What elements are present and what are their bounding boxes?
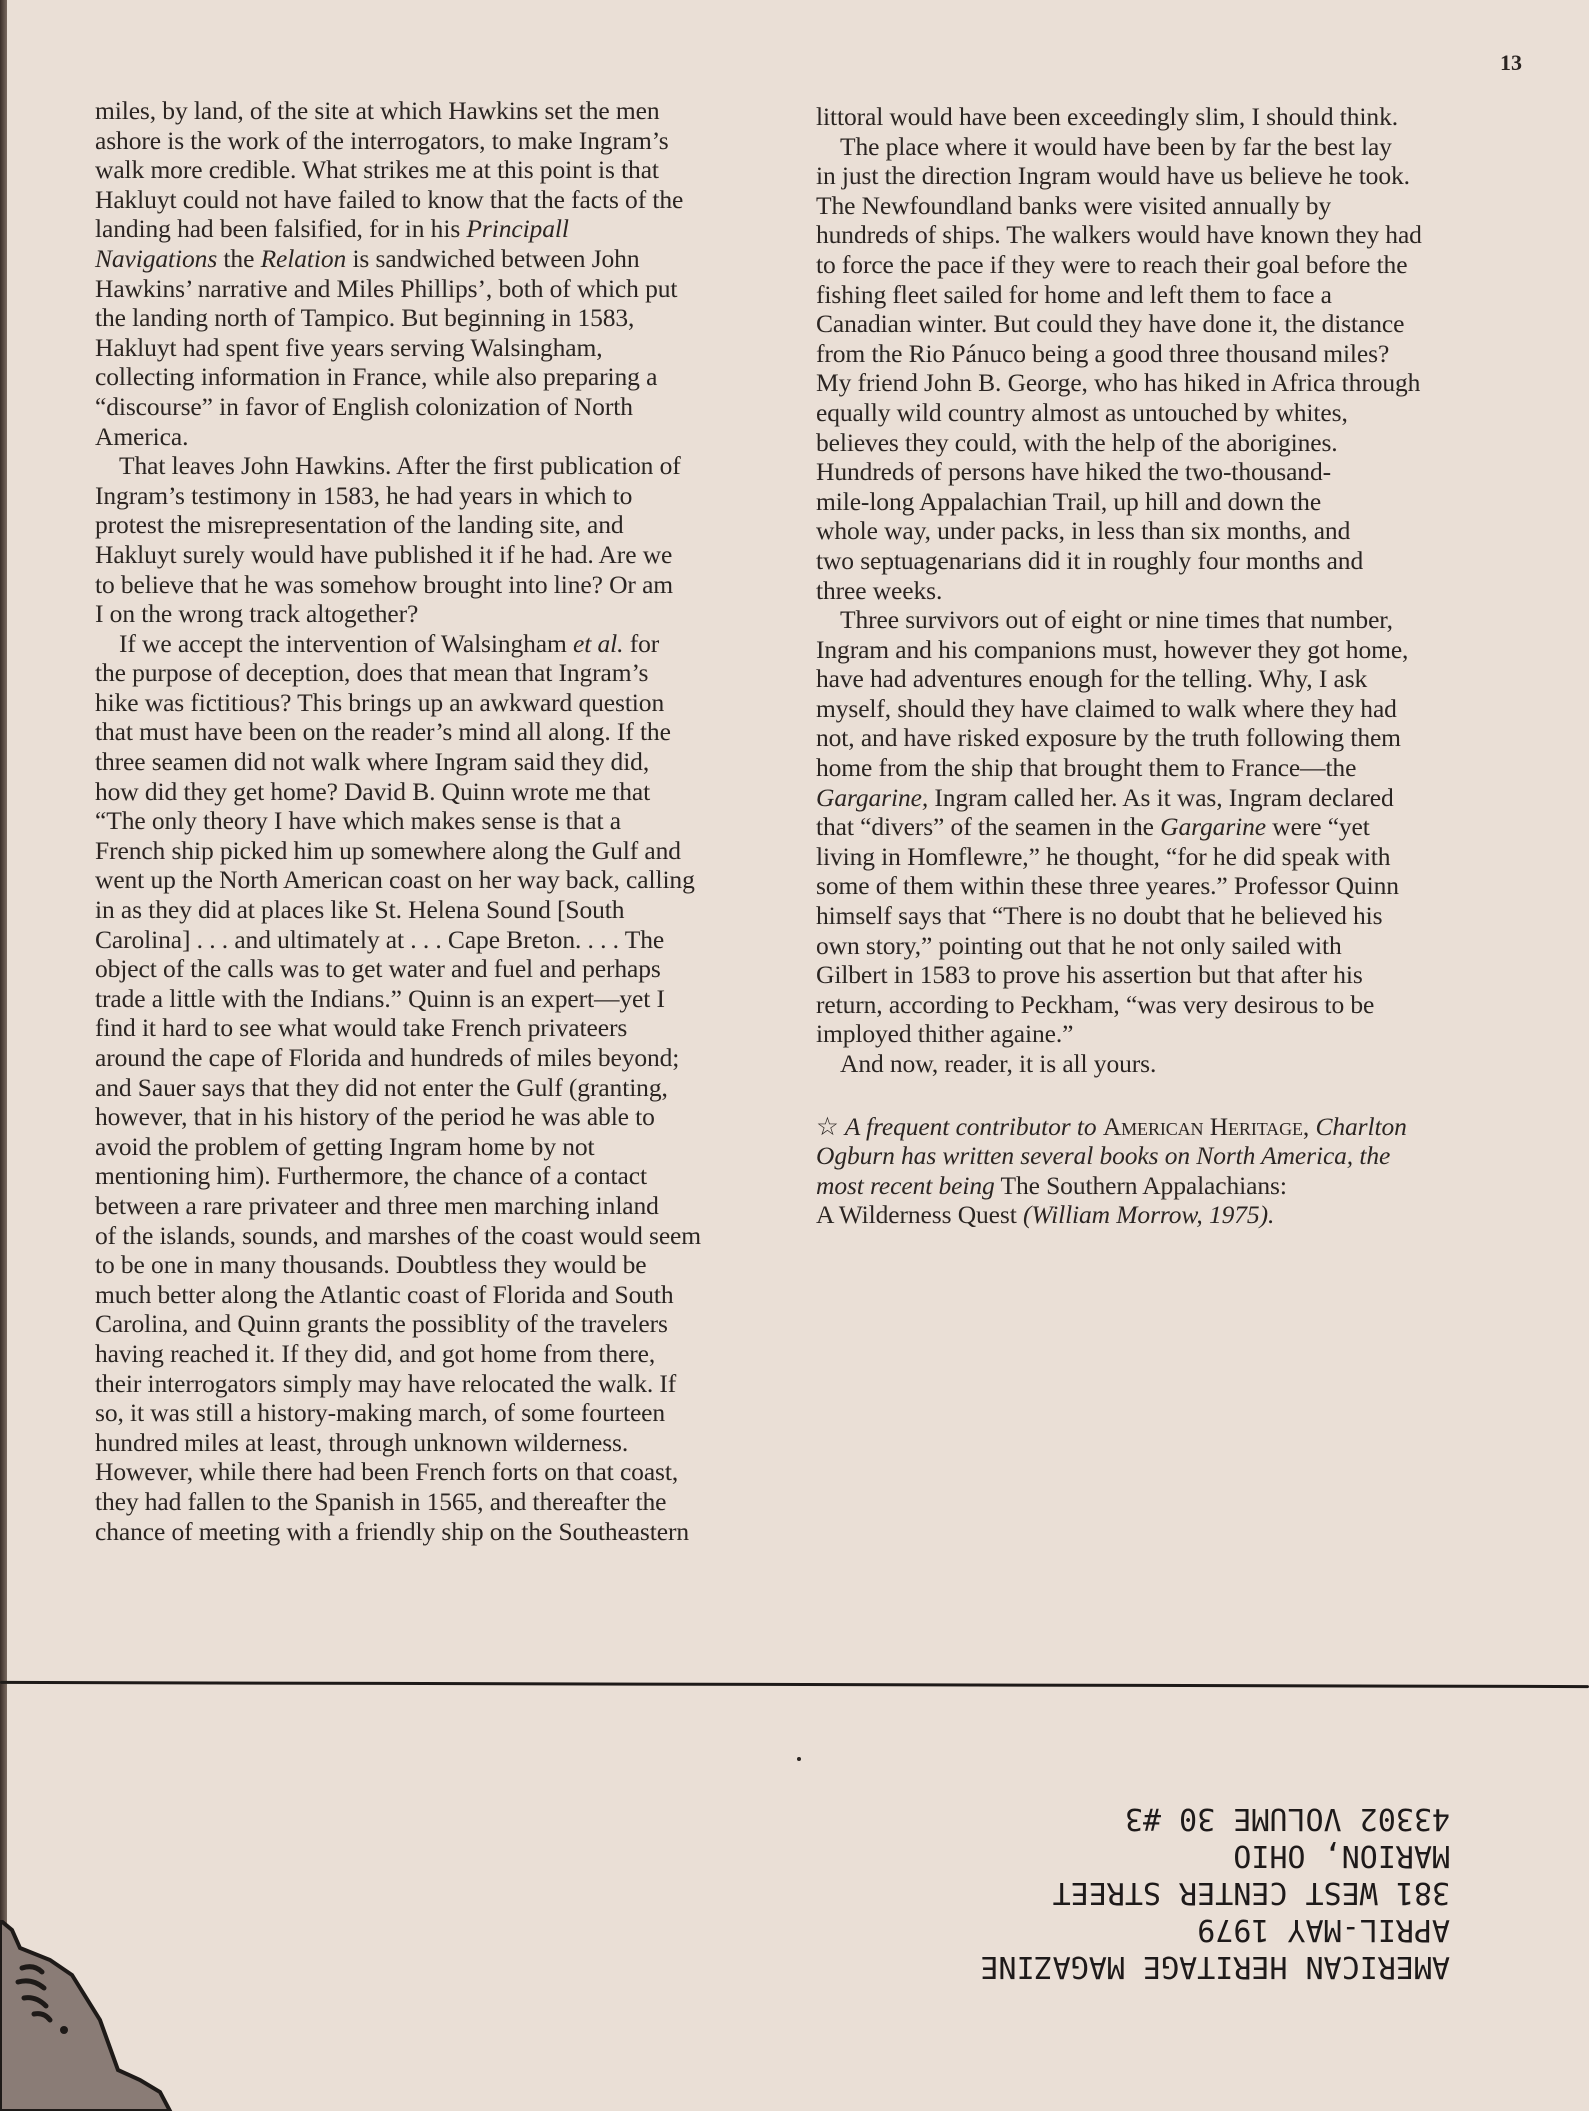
- text-line: [816, 990, 1526, 1020]
- text-segment: collecting information in France, while also preparing a: [95, 362, 658, 392]
- text-segment: miles, by land, of the site at which Hawkins set the men: [95, 96, 660, 125]
- text-segment: walk more credible. What strikes me at this point is that: [95, 155, 659, 185]
- mailing-label-line: 43302 VOLUME 30 #3: [1124, 1801, 1450, 1836]
- text-line: [95, 1280, 795, 1310]
- text-segment: avoid the problem of getting Ingram home by not: [95, 1131, 595, 1161]
- text-segment: mile-long Appalachian Trail, up hill and down the: [816, 486, 1322, 516]
- italic-text: et al.: [573, 628, 624, 658]
- text-segment: mentioning him). Furthermore, the chance of a contact: [95, 1161, 647, 1191]
- text-line: [95, 244, 795, 274]
- text-line: [95, 1398, 795, 1428]
- text-line: [816, 1141, 1526, 1171]
- text-line: [816, 635, 1526, 665]
- text-line: [816, 250, 1526, 280]
- text-segment: between a rare privateer and three men marching inland: [95, 1190, 659, 1220]
- text-segment: were “yet: [1266, 812, 1370, 842]
- text-segment: much better along the Atlantic coast of Florida and South: [95, 1279, 674, 1309]
- text-segment: The Southern Appalachians:: [994, 1170, 1287, 1200]
- text-line: [95, 155, 795, 185]
- text-segment: Ingram and his companions must, however they got home,: [816, 634, 1409, 664]
- text-segment: hike was fictitious? This brings up an awkward question: [95, 687, 665, 717]
- italic-text: A frequent contributor to: [844, 1111, 1097, 1141]
- text-line: [816, 960, 1526, 990]
- text-line: [816, 576, 1526, 606]
- text-segment: home from the ship that brought them to France—the: [816, 753, 1357, 783]
- text-segment: from the Rio Pánuco being a good three thousand miles?: [816, 338, 1390, 368]
- text-line: [95, 540, 795, 570]
- text-line: [816, 220, 1526, 250]
- paragraph: [95, 629, 795, 1546]
- text-segment: I on the wrong track altogether?: [95, 599, 419, 629]
- text-line: [816, 871, 1526, 901]
- text-segment: whole way, under packs, in less than six months, and: [816, 516, 1351, 546]
- text-segment: A Wilderness Quest: [816, 1200, 1023, 1230]
- page-number: 13: [1500, 50, 1522, 75]
- mailing-label-line: AMERICAN HERITAGE MAGAZINE: [980, 1949, 1450, 1984]
- text-line: [95, 599, 795, 629]
- small-caps-text: American Heritage: [1102, 1111, 1303, 1141]
- text-line: [95, 214, 795, 244]
- italic-text: Navigations: [95, 243, 218, 273]
- italic-text: Charlton: [1315, 1111, 1407, 1141]
- text-segment: America.: [95, 421, 189, 451]
- text-line: [816, 191, 1526, 221]
- text-line: [816, 1171, 1526, 1201]
- text-segment: And now, reader, it is all yours.: [840, 1049, 1157, 1078]
- text-segment: My friend John B. George, who has hiked in Africa through: [816, 368, 1421, 398]
- text-line: [95, 1250, 795, 1280]
- text-line: [816, 161, 1526, 191]
- text-segment: That leaves John Hawkins. After the first publication of: [119, 451, 681, 481]
- paragraph: [816, 102, 1526, 132]
- text-segment: Carolina, and Quinn grants the possiblity of the travelers: [95, 1309, 668, 1339]
- italic-text: Principall: [466, 214, 569, 244]
- text-line: [95, 836, 795, 866]
- page-binding-edge: [0, 0, 7, 2111]
- text-line: [816, 931, 1526, 961]
- text-line: [95, 96, 795, 126]
- text-segment: living in Homflewre,” he thought, “for he did speak with: [816, 841, 1391, 871]
- mailing-label-line: 381 WEST CENTER STREET: [1052, 1875, 1450, 1910]
- text-segment: hundred miles at least, through unknown wilderness.: [95, 1427, 629, 1457]
- text-line: [816, 783, 1526, 813]
- text-segment: having reached it. If they did, and got home from there,: [95, 1338, 656, 1368]
- text-segment: Ingram’s testimony in 1583, he had years in which to: [95, 480, 633, 510]
- text-line: [816, 428, 1526, 458]
- text-line: [95, 422, 795, 452]
- text-segment: how did they get home? David B. Quinn wrote me that: [95, 776, 651, 806]
- text-segment: Ingram called her. As it was, Ingram declared: [928, 782, 1394, 812]
- text-line: [95, 925, 795, 955]
- text-segment: to force the pace if they were to reach their goal before the: [816, 249, 1408, 279]
- horizontal-divider: [0, 1681, 1589, 1688]
- text-line: [95, 392, 795, 422]
- text-line: [95, 806, 795, 836]
- mailing-label-line: APRIL-MAY 1979: [1197, 1912, 1450, 1947]
- text-line: [95, 1487, 795, 1517]
- text-line: [816, 812, 1526, 842]
- text-segment: the landing north of Tampico. But beginning in 1583,: [95, 303, 635, 333]
- text-segment: around the cape of Florida and hundreds of miles beyond;: [95, 1043, 680, 1072]
- text-segment: French ship picked him up somewhere along the Gulf and: [95, 835, 681, 865]
- text-segment: chance of meeting with a friendly ship on the Southeastern: [95, 1516, 689, 1546]
- paragraph: [95, 451, 795, 629]
- text-line: [816, 309, 1526, 339]
- text-line: [816, 368, 1526, 398]
- text-segment: object of the calls was to get water and fuel and perhaps: [95, 954, 661, 984]
- text-line: [816, 280, 1526, 310]
- text-line: [95, 777, 795, 807]
- paragraph: [816, 605, 1526, 1049]
- text-line: [816, 339, 1526, 369]
- text-segment: is sandwiched between John: [346, 243, 640, 273]
- text-segment: Hawkins’ narrative and Miles Phillips’, both of which put: [95, 273, 678, 303]
- illustration-fragment: [0, 1920, 180, 2111]
- text-line: [816, 457, 1526, 487]
- text-segment: that “divers” of the seamen in the: [816, 812, 1161, 842]
- mailing-label: [955, 1795, 1450, 1985]
- text-line: [816, 132, 1526, 162]
- text-segment: Hakluyt surely would have published it if he had. Are we: [95, 539, 673, 569]
- text-segment: fishing fleet sailed for home and left them to face a: [816, 279, 1332, 309]
- text-line: [816, 516, 1526, 546]
- text-segment: Canadian winter. But could they have done it, the distance: [816, 309, 1405, 339]
- text-line: [95, 1517, 795, 1547]
- text-segment: hundreds of ships. The walkers would have known they had: [816, 220, 1422, 250]
- text-line: [95, 570, 795, 600]
- text-segment: Carolina] . . . and ultimately at . . . Cape Breton. . . . The: [95, 924, 665, 954]
- text-segment: to believe that he was somehow brought into line? Or am: [95, 569, 674, 599]
- text-line: [816, 753, 1526, 783]
- text-line: [816, 1049, 1526, 1079]
- text-line: [816, 842, 1526, 872]
- text-line: [95, 658, 795, 688]
- text-segment: of the islands, sounds, and marshes of the coast would seem: [95, 1220, 701, 1250]
- text-segment: some of them within these three yeares.” Professor Quinn: [816, 871, 1399, 901]
- text-line: [95, 717, 795, 747]
- text-segment: trade a little with the Indians.” Quinn is an expert—yet I: [95, 983, 665, 1013]
- text-line: [95, 629, 795, 659]
- text-line: [816, 487, 1526, 517]
- paragraph: [95, 96, 795, 451]
- text-line: [816, 546, 1526, 576]
- text-segment: to be one in many thousands. Doubtless they would be: [95, 1250, 647, 1280]
- text-segment: two septuagenarians did it in roughly four months and: [816, 545, 1364, 575]
- italic-text: Ogburn has written several books on North America, the: [816, 1141, 1391, 1171]
- text-line: [95, 126, 795, 156]
- text-line: [95, 688, 795, 718]
- text-line: [95, 185, 795, 215]
- paragraph: [816, 132, 1526, 606]
- text-line: [95, 481, 795, 511]
- text-segment: own story,” pointing out that he not only sailed with: [816, 930, 1342, 960]
- text-segment: their interrogators simply may have relocated the walk. If: [95, 1368, 677, 1398]
- mailing-label-line: MARION, OHIO: [1233, 1838, 1450, 1873]
- text-segment: find it hard to see what would take French privateers: [95, 1013, 628, 1043]
- text-line: [95, 1309, 795, 1339]
- text-line: [816, 1019, 1526, 1049]
- text-segment: “The only theory I have which makes sense is that a: [95, 806, 621, 836]
- text-line: [95, 1102, 795, 1132]
- text-segment: If we accept the intervention of Walsingham: [119, 628, 574, 658]
- text-segment: “discourse” in favor of English colonization of North: [95, 391, 633, 421]
- text-line: [816, 398, 1526, 428]
- text-line: [95, 1339, 795, 1369]
- text-segment: ashore is the work of the interrogators, to make Ingram’s: [95, 125, 669, 155]
- text-segment: ,: [1302, 1111, 1316, 1141]
- text-segment: Hakluyt had spent five years serving Walsingham,: [95, 332, 603, 362]
- italic-text: Gargarine,: [816, 782, 929, 812]
- text-segment: imployed thither againe.”: [816, 1019, 1074, 1049]
- text-segment: three weeks.: [816, 575, 943, 605]
- text-segment: believes they could, with the help of the aborigines.: [816, 427, 1338, 457]
- text-segment: have had adventures enough for the telling. Why, I ask: [816, 664, 1368, 694]
- text-segment: landing had been falsified, for in his: [95, 214, 467, 244]
- text-segment: not, and have risked exposure by the truth following them: [816, 723, 1401, 753]
- text-line: [95, 1161, 795, 1191]
- text-segment: that must have been on the reader’s mind all along. If the: [95, 717, 671, 747]
- author-note: [816, 1112, 1526, 1230]
- text-segment: in just the direction Ingram would have us believe he took.: [816, 161, 1410, 191]
- text-line: [95, 1221, 795, 1251]
- text-line: [95, 1013, 795, 1043]
- text-line: [95, 1073, 795, 1103]
- right-column: [816, 102, 1526, 1230]
- text-segment: went up the North American coast on her way back, calling: [95, 865, 695, 895]
- text-line: [95, 510, 795, 540]
- text-line: [95, 1428, 795, 1458]
- text-line: [816, 664, 1526, 694]
- text-line: [95, 747, 795, 777]
- text-line: [95, 954, 795, 984]
- text-line: [816, 605, 1526, 635]
- text-line: [95, 303, 795, 333]
- text-segment: in as they did at places like St. Helena Sound [South: [95, 895, 625, 925]
- text-segment: The Newfoundland banks were visited annually by: [816, 190, 1332, 220]
- italic-text: Relation: [260, 243, 347, 273]
- text-line: [95, 1132, 795, 1162]
- text-segment: Gilbert in 1583 to prove his assertion but that after his: [816, 960, 1363, 990]
- text-line: [95, 333, 795, 363]
- star-outline-icon: ☆: [816, 1111, 839, 1141]
- paragraph: [816, 1049, 1526, 1079]
- text-line: [816, 1112, 1526, 1142]
- text-segment: Hundreds of persons have hiked the two-thousand-: [816, 457, 1331, 487]
- text-line: [816, 102, 1526, 132]
- text-segment: and Sauer says that they did not enter the Gulf (granting,: [95, 1072, 668, 1102]
- text-segment: himself says that “There is no doubt that he believed his: [816, 901, 1383, 931]
- text-segment: Hakluyt could not have failed to know that the facts of the: [95, 184, 684, 214]
- text-line: [95, 1369, 795, 1399]
- text-segment: however, that in his history of the period he was able to: [95, 1102, 655, 1132]
- text-segment: for: [623, 628, 660, 658]
- text-line: [816, 1200, 1526, 1230]
- text-line: [95, 984, 795, 1014]
- text-segment: they had fallen to the Spanish in 1565, and thereafter the: [95, 1486, 667, 1516]
- text-line: [95, 274, 795, 304]
- print-speck: [797, 1757, 801, 1761]
- italic-text: (William Morrow, 1975).: [1022, 1200, 1275, 1230]
- text-line: [95, 895, 795, 925]
- text-segment: so, it was still a history-making march, of some fourteen: [95, 1398, 666, 1428]
- italic-text: Gargarine: [1160, 812, 1266, 842]
- text-segment: return, according to Peckham, “was very desirous to be: [816, 989, 1375, 1019]
- text-line: [95, 1457, 795, 1487]
- text-line: [95, 1043, 795, 1073]
- left-column: [95, 96, 795, 1546]
- text-segment: protest the misrepresentation of the landing site, and: [95, 510, 624, 540]
- text-segment: littoral would have been exceedingly slim, I should think.: [816, 102, 1398, 131]
- text-segment: Three survivors out of eight or nine times that number,: [840, 605, 1393, 635]
- text-segment: myself, should they have claimed to walk where they had: [816, 693, 1397, 723]
- text-segment: equally wild country almost as untouched by whites,: [816, 397, 1348, 427]
- text-line: [95, 865, 795, 895]
- text-segment: The place where it would have been by far the best lay: [840, 131, 1392, 161]
- text-line: [95, 362, 795, 392]
- text-segment: the: [217, 243, 261, 273]
- text-segment: the purpose of deception, does that mean that Ingram’s: [95, 658, 649, 688]
- text-segment: However, while there had been French forts on that coast,: [95, 1457, 679, 1487]
- italic-text: most recent being: [816, 1170, 995, 1200]
- text-segment: three seamen did not walk where Ingram said they did,: [95, 747, 650, 777]
- text-line: [816, 723, 1526, 753]
- text-line: [816, 694, 1526, 724]
- text-line: [95, 451, 795, 481]
- text-line: [95, 1191, 795, 1221]
- text-line: [816, 901, 1526, 931]
